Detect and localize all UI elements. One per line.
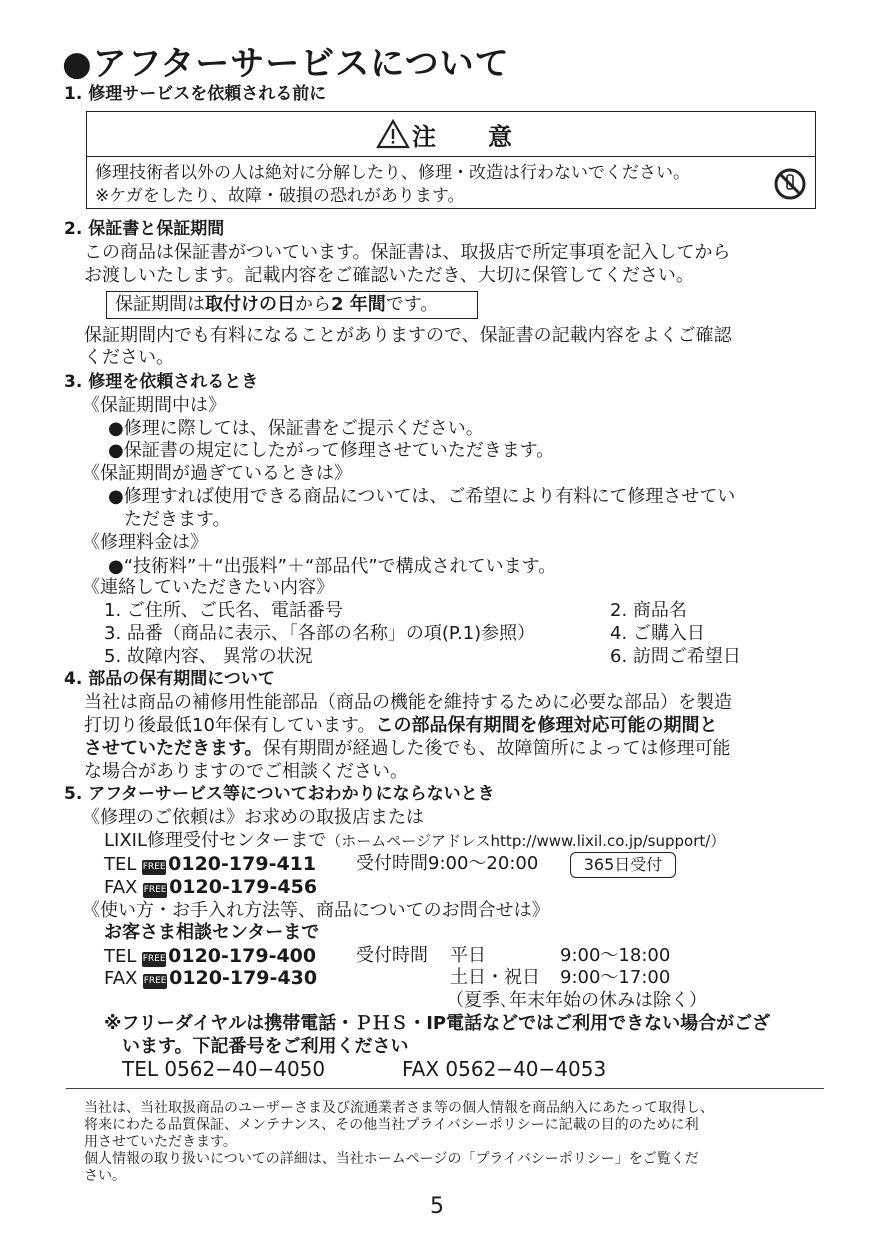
parts-line-4: な場合がありますのでご相談ください。 <box>84 761 408 782</box>
section-5-heading: 5. アフターサービス等についておわかりにならないとき <box>64 784 495 804</box>
section-4-heading: 4. 部品の保有期間について <box>64 669 275 689</box>
period-text-e: です。 <box>385 294 439 315</box>
contact-item-6: 6. 訪問ご希望日 <box>610 646 741 667</box>
repair-request-label: 《修理のご依頼は》 <box>82 807 244 828</box>
contact-item-5: 5. 故障内容、 異常の状況 <box>104 646 313 667</box>
parts-line-3b: 保有期間が経過した後でも、故障箇所によっては修理可能 <box>262 738 731 759</box>
in-warranty-label: 《保証期間中は》 <box>82 395 226 416</box>
caution-line-2: ※ケガをしたり、故障・破損の恐れがあります。 <box>95 186 465 206</box>
after-warranty-label: 《保証期間が過ぎているときは》 <box>82 463 352 484</box>
bullet-3b: ただきます。 <box>124 509 231 530</box>
parts-line-3 <box>84 738 731 760</box>
parts-line-1: 当社は商品の補修用性能部品（商品の機能を維持するために必要な部品）を製造 <box>84 692 732 713</box>
fax-number-1: 0120-179-456 <box>169 876 318 898</box>
freedial-icon: FREE <box>143 974 167 989</box>
bullet-4: ●“技術料”＋“出張料”＋“部品代”で構成されています。 <box>108 556 557 577</box>
fax-line-1 <box>104 876 317 899</box>
homepage-address[interactable]: （ホームページアドレスhttp://www.lixil.co.jp/support/） <box>326 832 726 850</box>
privacy-line-1: 当社は、当社取扱商品のユーザーさま及び流通業者さま等の個人情報を商品納入にあたって取得し、 <box>84 1100 714 1116</box>
hours-1: 受付時間9:00～20:00 <box>356 853 539 874</box>
caution-header <box>87 112 815 157</box>
customer-center: お客さま相談センターまで <box>104 922 320 943</box>
freedial-icon: FREE <box>142 952 166 967</box>
privacy-line-3: 用させていただきます。 <box>84 1134 237 1150</box>
contact-item-1: 1. ご住所、ご氏名、電話番号 <box>104 600 343 621</box>
section-1-heading: 1. 修理サービスを依頼される前に <box>64 84 327 104</box>
holiday-note: （夏季､年末年始の休みは除く） <box>446 990 707 1011</box>
no-disassembly-icon <box>773 167 807 201</box>
alt-fax: FAX 0562−40−4053 <box>402 1057 607 1081</box>
contact-item-4: 4. ご購入日 <box>610 623 705 644</box>
tel-number-1[interactable]: 0120-179-411 <box>168 853 317 875</box>
usage-inquiry-label: 《使い方・お手入れ方法等、商品についてのお問合せは》 <box>82 900 550 921</box>
section-3-heading: 3. 修理を依頼されるとき <box>64 372 259 392</box>
freedial-note-1: ※フリーダイヤルは携帯電話・ＰＨＳ・IP電話などではご利用できない場合がござ <box>104 1013 771 1034</box>
warranty-para-2: お渡しいたします。記載内容をご確認いただき、大切に保管してください。 <box>84 265 694 286</box>
privacy-line-2: 将来にわたる品質保証、メンテナンス、その他当社プライバシーポリシーに記載の目的のために利 <box>84 1117 699 1133</box>
bullet-1: ●修理に際しては、保証書をご提示ください。 <box>108 418 484 439</box>
freedial-icon: FREE <box>142 860 166 875</box>
parts-line-2 <box>84 715 717 737</box>
parts-line-3a: させていただきます。 <box>84 738 263 759</box>
warranty-period-box <box>106 291 478 319</box>
freedial-note-2: います。下記番号をご利用ください <box>122 1036 409 1057</box>
warranty-para-1: この商品は保証書がついています。保証書は、取扱店で所定事項を記入してから <box>84 242 731 263</box>
parts-line-2b: この部品保有期間を修理対応可能の期間と <box>375 715 718 736</box>
privacy-line-5: さい。 <box>84 1168 126 1184</box>
privacy-line-4: 個人情報の取り扱いについての詳細は、当社ホームページの「プライバシーポリシー」をご覧くだ <box>84 1151 699 1167</box>
fax-label: FAX <box>104 968 138 989</box>
bullet-3a: ●修理すれば使用できる商品については、ご希望により有料にて修理させてい <box>108 486 736 507</box>
warning-triangle-icon <box>376 119 410 149</box>
lixil-line <box>104 830 725 852</box>
repair-request-text: お求めの取扱店または <box>244 807 424 828</box>
section-2-heading: 2. 保証書と保証期間 <box>64 219 225 239</box>
parts-line-2a: 打切り後最低10年保有しています。 <box>84 715 376 736</box>
page-title: ●アフターサービスについて <box>62 44 510 84</box>
tel-label: TEL <box>104 854 137 875</box>
fee-label: 《修理料金は》 <box>82 532 208 553</box>
weekday-hours: 9:00～18:00 <box>560 945 671 966</box>
tel-label: TEL <box>104 946 137 967</box>
caution-title: 注 意 <box>412 122 526 151</box>
weekend-hours: 9:00～17:00 <box>560 967 671 988</box>
alt-tel[interactable]: TEL 0562−40−4050 <box>122 1057 326 1081</box>
repair-request-line <box>82 807 424 829</box>
weekday-label: 平日 <box>450 945 486 966</box>
lixil-center: LIXIL修理受付センターまで <box>104 830 327 851</box>
warranty-para-4: ください。 <box>84 347 174 368</box>
fax-line-2 <box>104 967 317 990</box>
period-text-d: 2 年間 <box>331 294 386 315</box>
period-text-a: 保証期間は <box>115 294 205 315</box>
tel-line-1 <box>104 853 316 876</box>
contact-item-3: 3. 品番（商品に表示、「各部の名称」の項(P.1)参照） <box>104 623 536 644</box>
period-text-c: から <box>295 294 331 315</box>
hours-label: 受付時間 <box>356 945 428 966</box>
bullet-2: ●保証書の規定にしたがって修理させていただきます。 <box>108 440 555 461</box>
caution-box <box>86 111 816 209</box>
caution-line-1: 修理技術者以外の人は絶対に分解したり、修理・改造は行わないでください。 <box>95 163 690 183</box>
contact-item-2: 2. 商品名 <box>610 600 687 621</box>
fax-label: FAX <box>104 877 138 898</box>
fax-number-2: 0120-179-430 <box>169 967 318 989</box>
365-day-badge: 365日受付 <box>570 852 676 878</box>
tel-line-2 <box>104 945 316 968</box>
weekend-label: 土日・祝日 <box>450 967 540 988</box>
page-number: 5 <box>430 1194 444 1219</box>
tel-number-2[interactable]: 0120-179-400 <box>168 945 317 967</box>
freedial-icon: FREE <box>143 883 167 898</box>
period-text-b: 取付けの日 <box>205 294 295 315</box>
contact-label: 《連絡していただきたい内容》 <box>82 577 334 598</box>
divider <box>66 1088 824 1089</box>
warranty-para-3: 保証期間内でも有料になることがありますので、保証書の記載内容をよくご確認 <box>84 325 732 346</box>
